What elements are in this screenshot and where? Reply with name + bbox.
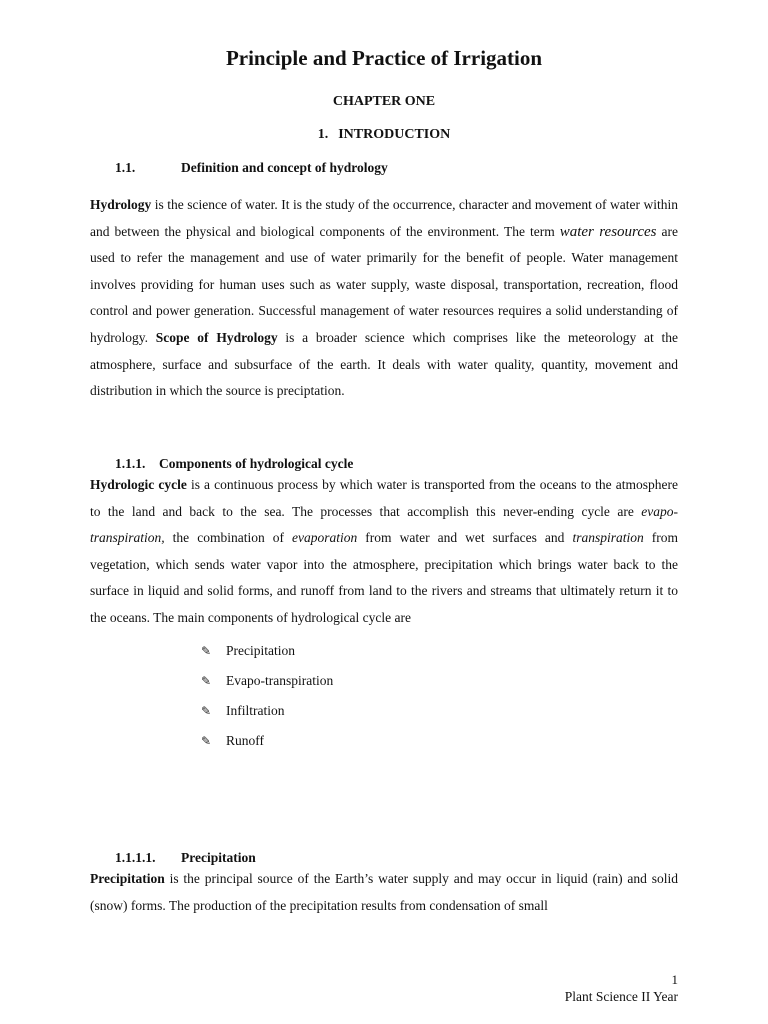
paragraph-text: is a broader science which comprises like the meteorology at the atmosphere, surface and subsurface of the earth. It deals with water quality, quantity, movement and distribution in which the source is preciptation. bbox=[90, 329, 678, 399]
paragraph-text: is a continuous process by which water is transported from the oceans to the atmosphere to the land and back to the sea. The processes that accomplish this never-ending cycle are bbox=[90, 477, 679, 519]
pencil-icon: ✎ bbox=[201, 674, 212, 688]
section-number: 1. bbox=[317, 127, 329, 142]
page-number: 1 bbox=[671, 972, 678, 987]
paragraph-text: from vegetation, which sends water vapor into the atmosphere, precipitation which brings water back to the surface in liquid and solid forms, and runoff from land to the rivers and streams that ultimately return it to the oceans. The main components of hydrological cycle are bbox=[90, 530, 678, 625]
precipitation-paragraph bbox=[90, 866, 678, 919]
chapter-heading: CHAPTER ONE bbox=[332, 94, 436, 109]
hydrological-components-list bbox=[201, 636, 333, 756]
term-hydrology: Hydrology bbox=[90, 197, 152, 212]
document-title: Principle and Practice of Irrigation bbox=[225, 46, 543, 70]
pencil-icon: ✎ bbox=[201, 734, 212, 748]
introduction-heading bbox=[0, 127, 768, 143]
paragraph-text: from water and wet surfaces and bbox=[357, 530, 573, 546]
section-title: Components of hydrological cycle bbox=[159, 456, 354, 471]
hydrologic-cycle-paragraph bbox=[90, 472, 678, 632]
term-hydrologic-cycle: Hydrologic cycle bbox=[90, 477, 187, 492]
pencil-icon: ✎ bbox=[201, 704, 212, 718]
term-transpiration: transpiration bbox=[572, 530, 644, 546]
list-item bbox=[201, 696, 333, 726]
section-number: 1.1.1.1. bbox=[115, 850, 156, 865]
section-heading-1-1-1-1 bbox=[115, 850, 256, 866]
paragraph-text: is the science of water. It is the study of the occurrence, character and movement of water within and between the physical and biological components of the environment. The term bbox=[90, 197, 678, 239]
section-title: Definition and concept of hydrology bbox=[181, 160, 388, 175]
list-item bbox=[201, 636, 333, 666]
term-evapo-transpiration: evapo-transpiration, bbox=[90, 503, 678, 546]
list-item bbox=[201, 726, 333, 756]
list-item-label: Runoff bbox=[226, 733, 265, 748]
list-item-label: Infiltration bbox=[226, 703, 285, 718]
list-item-label: Precipitation bbox=[226, 643, 295, 658]
section-number: 1.1.1. bbox=[115, 456, 146, 471]
paragraph-text: is the principal source of the Earth’s water supply and may occur in liquid (rain) and solid (snow) forms. The production of the precipitation results from condensation of small bbox=[90, 871, 678, 913]
pencil-icon: ✎ bbox=[201, 644, 212, 658]
section-title: INTRODUCTION bbox=[338, 127, 451, 142]
term-water-resources: water resources bbox=[559, 223, 657, 240]
section-heading-1-1 bbox=[115, 160, 388, 176]
footer-text: Plant Science II Year bbox=[564, 989, 678, 1004]
term-scope-of-hydrology: Scope of Hydrology bbox=[155, 329, 278, 345]
section-heading-1-1-1 bbox=[115, 456, 353, 472]
term-precipitation: Precipitation bbox=[90, 871, 165, 886]
paragraph-text: the combination of bbox=[164, 530, 293, 546]
paragraph-text: are used to refer the management and use of water primarily for the benefit of people. Water management involves providing for human uses such as water supply, waste disposal, transportation, recreation, flood control and power generation. Successful management of water resources requires a solid understanding of hydrology. bbox=[90, 223, 678, 345]
list-item bbox=[201, 666, 333, 696]
term-evaporation: evaporation bbox=[292, 530, 358, 546]
hydrology-definition-paragraph bbox=[90, 192, 678, 405]
section-number: 1.1. bbox=[115, 160, 136, 175]
section-title: Precipitation bbox=[181, 850, 256, 865]
list-item-label: Evapo-transpiration bbox=[226, 673, 334, 688]
